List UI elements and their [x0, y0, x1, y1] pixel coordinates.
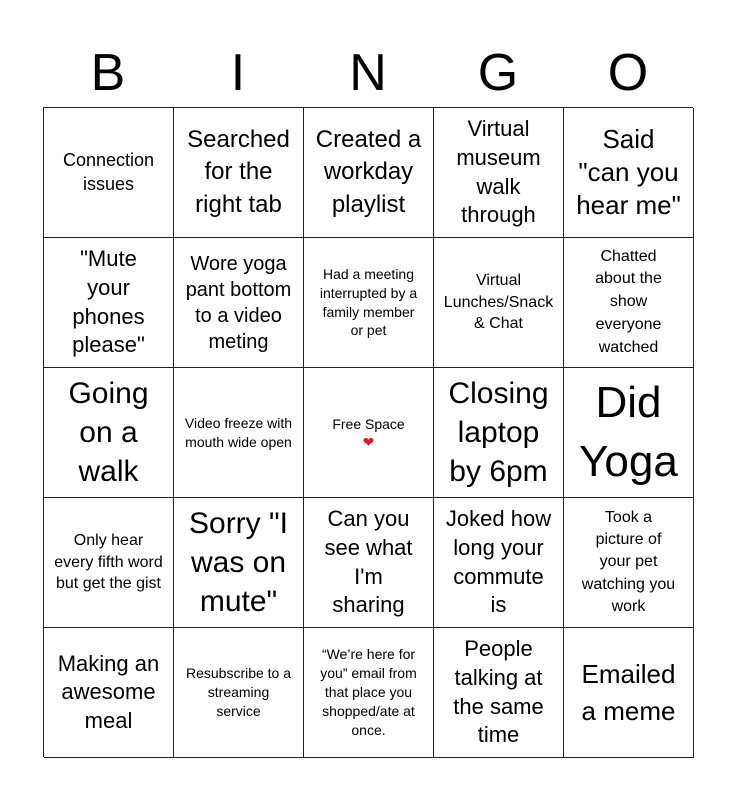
bingo-cell-b5[interactable] — [44, 628, 174, 758]
bingo-cell-o2[interactable] — [564, 238, 694, 368]
cell-text: Said "can you hear me" — [576, 123, 681, 220]
header-letter-o: O — [607, 44, 649, 102]
bingo-cell-b1[interactable] — [44, 108, 174, 238]
cell-text: Searched for the right tab — [187, 125, 290, 218]
bingo-cell-i2[interactable] — [174, 238, 304, 368]
cell-text: Closing laptop by 6pm — [448, 377, 549, 488]
cell-text: Sorry "I was on mute" — [189, 507, 288, 618]
bingo-cell-o5[interactable] — [564, 628, 694, 758]
cell-text: Virtual museum walk through — [456, 116, 541, 228]
cell-text: Did Yoga — [579, 378, 678, 486]
cell-text: Only hear every fifth word but get the gist — [54, 532, 163, 593]
cell-text: Making an awesome meal — [57, 650, 160, 733]
bingo-cell-n1[interactable] — [304, 108, 434, 238]
bingo-cell-o1[interactable] — [564, 108, 694, 238]
bingo-cell-g2[interactable] — [434, 238, 564, 368]
bingo-cell-g5[interactable] — [434, 628, 564, 758]
bingo-cell-b3[interactable] — [44, 368, 174, 498]
heart-icon: ❤ — [362, 433, 375, 450]
bingo-cell-i5[interactable] — [174, 628, 304, 758]
cell-text: People talking at the same time — [453, 636, 544, 748]
cell-text: Going on a walk — [68, 377, 149, 488]
header-letter-b: B — [90, 44, 126, 102]
free-space-label: Free Space — [332, 415, 405, 432]
cell-text: Joked how long your commute is — [445, 506, 552, 618]
bingo-cell-i4[interactable] — [174, 498, 304, 628]
bingo-cell-g3[interactable] — [434, 368, 564, 498]
cell-text: “We’re here for you” email from that place you shopped/ate at once. — [320, 646, 417, 738]
free-space — [332, 415, 404, 451]
bingo-cell-n2[interactable] — [304, 238, 434, 368]
bingo-cell-o4[interactable] — [564, 498, 694, 628]
header-letter-g: G — [477, 44, 519, 102]
header-letter-n: N — [349, 44, 387, 102]
bingo-cell-o3[interactable] — [564, 368, 694, 498]
bingo-cell-b4[interactable] — [44, 498, 174, 628]
cell-text: Emailed a meme — [581, 659, 676, 726]
cell-text: Video freeze with mouth wide open — [184, 414, 293, 450]
bingo-cell-n4[interactable] — [304, 498, 434, 628]
bingo-cell-b2[interactable] — [44, 238, 174, 368]
bingo-cell-g1[interactable] — [434, 108, 564, 238]
cell-text: Resubscribe to a streaming service — [185, 665, 292, 719]
bingo-cell-i3[interactable] — [174, 368, 304, 498]
cell-text: Had a meeting interrupted by a family member or pet — [319, 265, 418, 339]
cell-text: Connection issues — [62, 150, 155, 194]
cell-text: Chatted about the show everyone watched — [595, 247, 662, 356]
cell-text: Virtual Lunches/Snack & Chat — [443, 272, 554, 333]
bingo-cell-free[interactable] — [304, 368, 434, 498]
bingo-cell-n5[interactable] — [304, 628, 434, 758]
cell-text: Took a picture of your pet watching you work — [581, 508, 676, 616]
bingo-cell-g4[interactable] — [434, 498, 564, 628]
cell-text: "Mute your phones please" — [72, 246, 145, 358]
bingo-cell-i1[interactable] — [174, 108, 304, 238]
bingo-header — [43, 40, 693, 106]
cell-text: Wore yoga pant bottom to a video meting — [185, 252, 292, 353]
header-letter-i: I — [230, 44, 246, 102]
bingo-board — [43, 107, 693, 757]
cell-text: Created a workday playlist — [315, 125, 422, 218]
cell-text: Can you see what I'm sharing — [324, 506, 413, 618]
